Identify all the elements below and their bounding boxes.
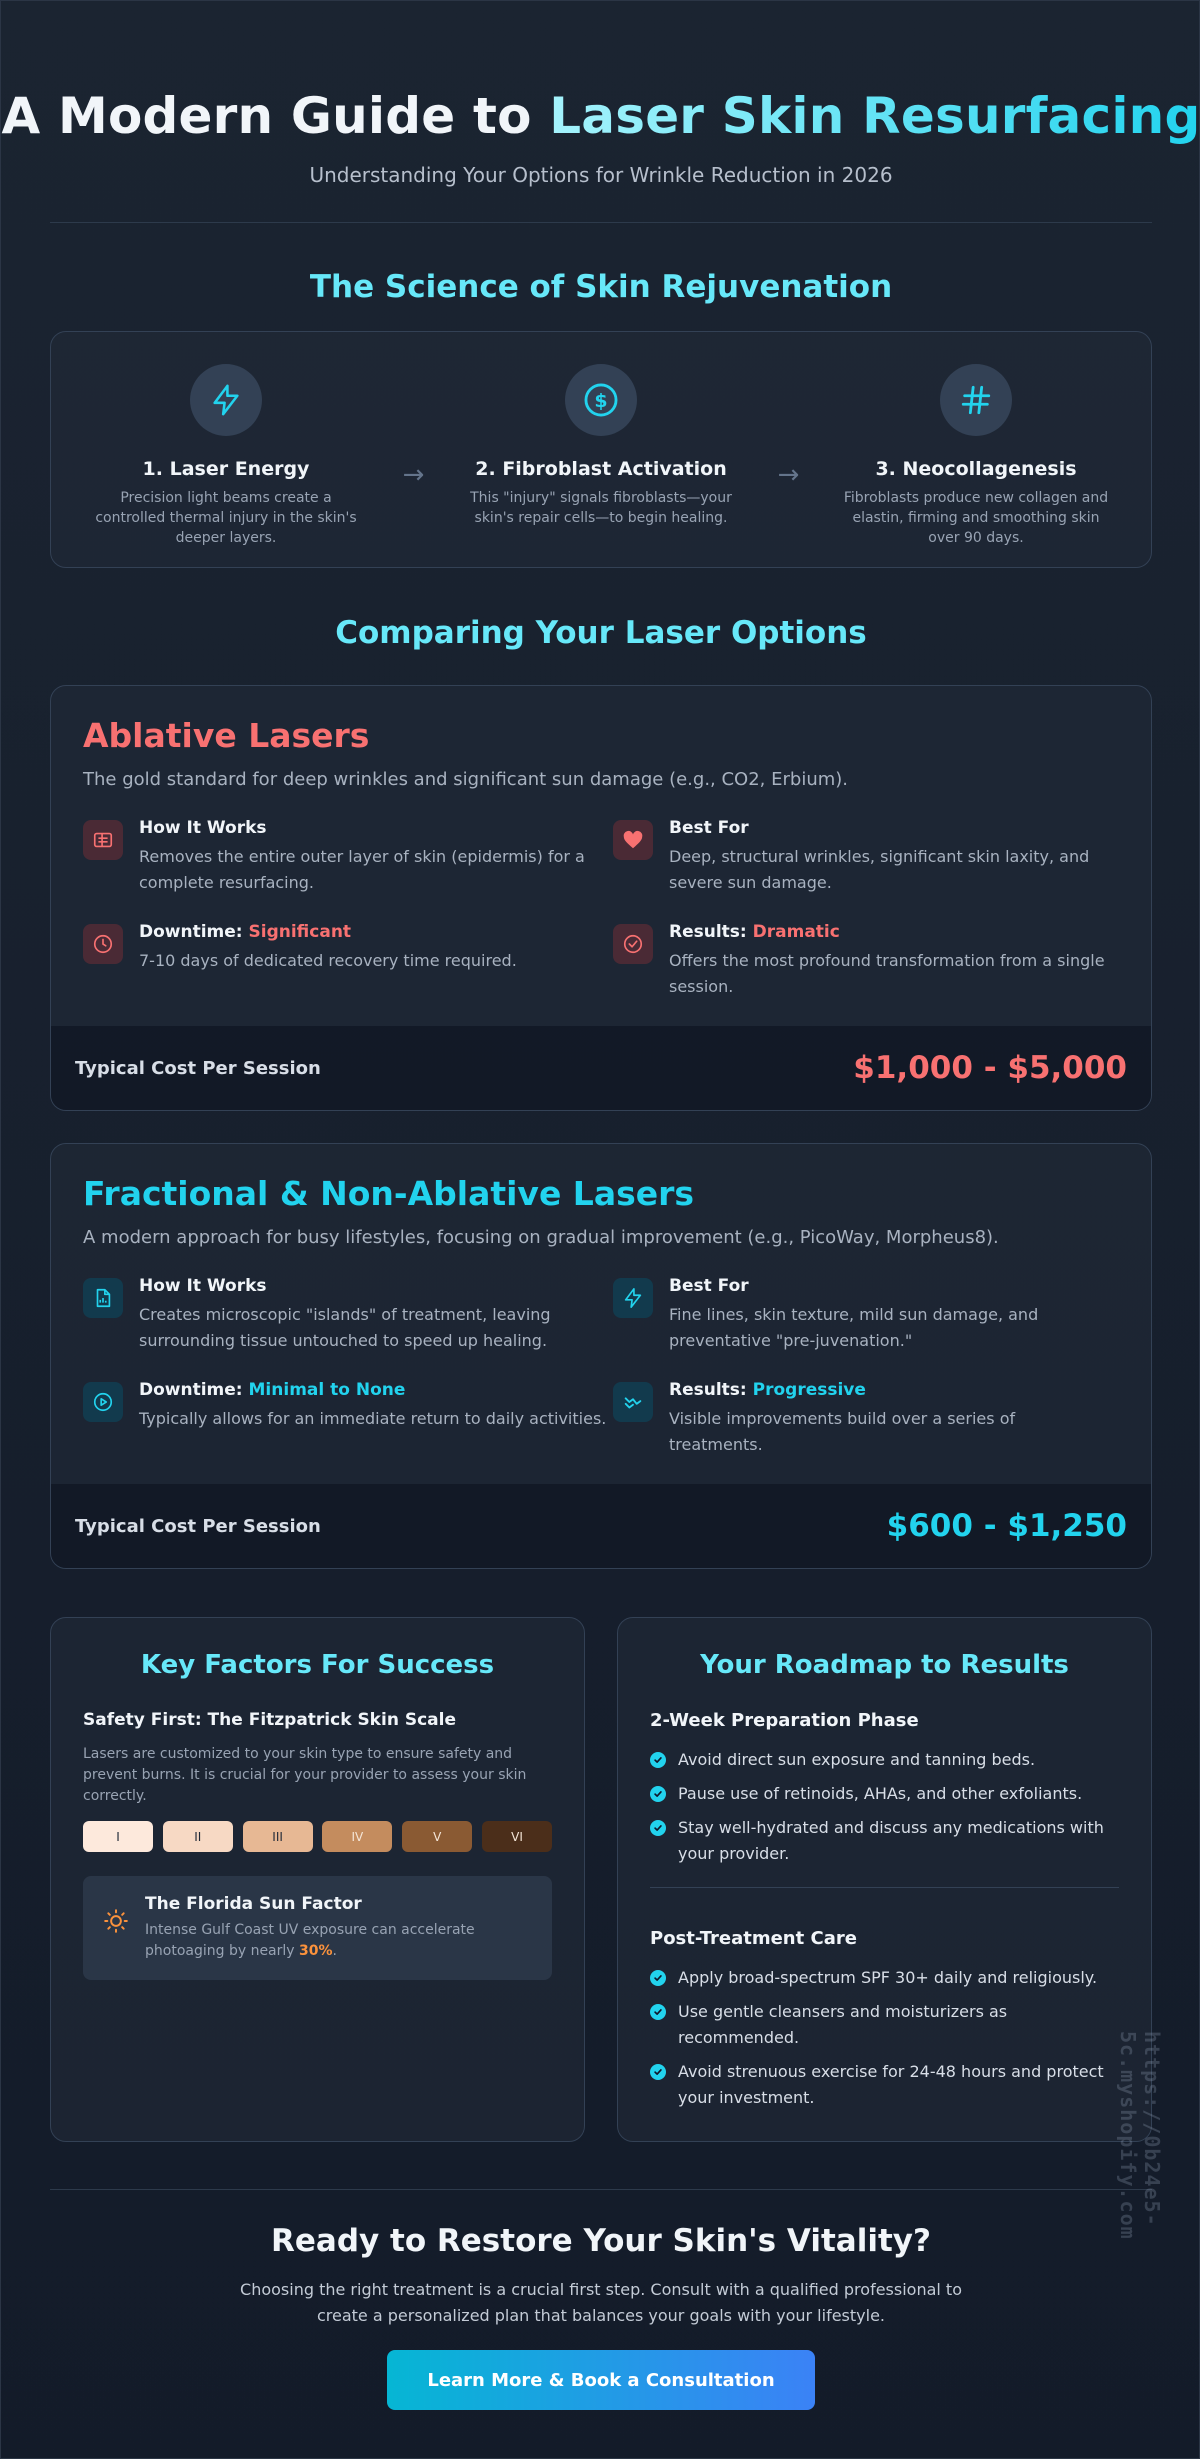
hash-icon xyxy=(940,364,1012,436)
science-section-title: The Science of Skin Rejuvenation xyxy=(309,269,893,305)
cost-label: Typical Cost Per Session xyxy=(75,1057,321,1079)
feature-desc: Removes the entire outer layer of skin (epidermis) for a complete resurfacing. xyxy=(139,847,585,892)
page-subtitle: Understanding Your Options for Wrinkle Reduction in 2026 xyxy=(309,163,893,187)
step-title: 1. Laser Energy xyxy=(142,458,310,480)
sun-factor-box xyxy=(83,1876,552,1980)
feature-desc: Deep, structural wrinkles, significant skin laxity, and severe sun damage. xyxy=(669,847,1090,892)
cost-value: $1,000 - $5,000 xyxy=(853,1050,1127,1086)
check-icon xyxy=(650,1820,666,1836)
downtime-value: Minimal to None xyxy=(248,1380,406,1400)
sun-text-before: Intense Gulf Coast UV exposure can accelerate photoaging by nearly xyxy=(145,1922,475,1959)
fractional-intro: A modern approach for busy lifestyles, focusing on gradual improvement (e.g., PicoWay, Morpheus8). xyxy=(83,1227,999,1248)
fractional-downtime xyxy=(83,1380,613,1458)
prep-title: 2-Week Preparation Phase xyxy=(650,1710,919,1731)
list-item-text: Use gentle cleansers and moisturizers as recommended. xyxy=(678,2002,1008,2047)
lightning-icon xyxy=(613,1278,653,1318)
feature-title: Best For xyxy=(669,818,749,838)
list-item xyxy=(650,1965,1119,1991)
downtime-label: Downtime: xyxy=(139,922,249,942)
sun-text-after: . xyxy=(332,1943,337,1959)
science-step-1 xyxy=(91,364,361,548)
sun-factor-title: The Florida Sun Factor xyxy=(145,1894,362,1914)
svg-text:$: $ xyxy=(594,390,608,413)
list-item xyxy=(650,1781,1119,1807)
check-circle-icon xyxy=(613,924,653,964)
list-item-text: Stay well-hydrated and discuss any medications with your provider. xyxy=(678,1818,1104,1863)
fitzpatrick-scale xyxy=(83,1821,552,1852)
book-consultation-button[interactable]: Learn More & Book a Consultation xyxy=(387,2350,815,2410)
list-item-text: Apply broad-spectrum SPF 30+ daily and religiously. xyxy=(678,1968,1098,1987)
feature-title: How It Works xyxy=(139,818,267,838)
feature-title: Best For xyxy=(669,1276,749,1296)
cost-label: Typical Cost Per Session xyxy=(75,1515,321,1537)
list-item xyxy=(650,1747,1119,1773)
ablative-best-for xyxy=(613,818,1113,896)
title-part-2: Laser Skin Resurfacing xyxy=(549,87,1200,145)
feature-title xyxy=(139,1380,606,1400)
ablative-title: Ablative Lasers xyxy=(83,716,370,755)
progress-icon xyxy=(613,1382,653,1422)
sun-icon xyxy=(103,1908,129,1938)
heart-icon xyxy=(613,820,653,860)
header-divider xyxy=(50,222,1152,223)
feature-desc: 7-10 days of dedicated recovery time required. xyxy=(139,951,517,970)
downtime-label: Downtime: xyxy=(139,1380,249,1400)
sun-factor-text xyxy=(145,1920,532,1962)
roadmap-panel xyxy=(617,1617,1152,2142)
safety-title: Safety First: The Fitzpatrick Skin Scale xyxy=(83,1710,456,1730)
science-step-3 xyxy=(841,364,1111,548)
list-item xyxy=(650,1999,1119,2051)
ablative-how-it-works xyxy=(83,818,613,896)
feature-title: How It Works xyxy=(139,1276,267,1296)
list-item xyxy=(650,2059,1119,2111)
fractional-how-it-works xyxy=(83,1276,613,1354)
title-part-1: A Modern Guide to xyxy=(1,87,550,145)
results-label: Results: xyxy=(669,922,753,942)
fractional-cost-bar xyxy=(51,1484,1151,1568)
ablative-results xyxy=(613,922,1113,1000)
list-item xyxy=(650,1815,1119,1867)
feature-desc: Typically allows for an immediate return to daily activities. xyxy=(139,1409,607,1428)
post-list xyxy=(650,1965,1119,2111)
check-icon xyxy=(650,2004,666,2020)
roadmap-title: Your Roadmap to Results xyxy=(700,1650,1069,1680)
check-icon xyxy=(650,1752,666,1768)
step-desc: Precision light beams create a controlled thermal injury in the skin's deeper layers. xyxy=(95,490,357,546)
fractional-title: Fractional & Non-Ablative Lasers xyxy=(83,1174,695,1213)
results-value: Dramatic xyxy=(752,922,840,942)
step-title: 2. Fibroblast Activation xyxy=(475,458,727,480)
fractional-card xyxy=(50,1143,1152,1569)
key-factors-panel xyxy=(50,1617,585,2142)
ablative-intro: The gold standard for deep wrinkles and significant sun damage (e.g., CO2, Erbium). xyxy=(83,769,849,790)
arrow-right-icon: → xyxy=(777,460,800,490)
ablative-cost-bar xyxy=(51,1026,1151,1110)
step-title: 3. Neocollagenesis xyxy=(875,458,1077,480)
cost-value: $600 - $1,250 xyxy=(886,1508,1127,1544)
fractional-results xyxy=(613,1380,1113,1458)
clock-icon xyxy=(83,924,123,964)
cta-title: Ready to Restore Your Skin's Vitality? xyxy=(271,2223,931,2259)
list-item-text: Pause use of retinoids, AHAs, and other exfoliants. xyxy=(678,1784,1083,1803)
feature-title xyxy=(139,922,517,942)
step-desc: This "injury" signals fibroblasts—your skin's repair cells—to begin healing. xyxy=(470,490,732,526)
skin-type-4: IV xyxy=(322,1821,392,1852)
science-step-2 xyxy=(466,364,736,528)
document-icon xyxy=(83,1278,123,1318)
cta-text: Choosing the right treatment is a crucial first step. Consult with a qualified professional to create a personalized plan that balances your goals with your lifestyle. xyxy=(240,2280,962,2325)
results-label: Results: xyxy=(669,1380,753,1400)
list-item-text: Avoid strenuous exercise for 24-48 hours and protect your investment. xyxy=(678,2062,1104,2107)
lightning-icon xyxy=(190,364,262,436)
prep-list xyxy=(650,1747,1119,1867)
step-desc: Fibroblasts produce new collagen and elastin, firming and smoothing skin over 90 days. xyxy=(843,490,1109,546)
sun-highlight: 30% xyxy=(299,1943,333,1959)
skin-type-3: III xyxy=(243,1821,313,1852)
dollar-circle-icon xyxy=(565,364,637,436)
comparison-section-title: Comparing Your Laser Options xyxy=(335,615,867,651)
check-icon xyxy=(650,1786,666,1802)
check-icon xyxy=(650,2064,666,2080)
play-circle-icon xyxy=(83,1382,123,1422)
fractional-best-for xyxy=(613,1276,1113,1354)
skin-type-1: I xyxy=(83,1821,153,1852)
ablative-downtime xyxy=(83,922,613,1000)
feature-title xyxy=(669,1380,1113,1400)
feature-title xyxy=(669,922,1113,942)
cta-divider xyxy=(50,2189,1152,2190)
list-icon xyxy=(83,820,123,860)
feature-desc: Fine lines, skin texture, mild sun damage, and preventative "pre-juvenation." xyxy=(669,1305,1039,1350)
science-card xyxy=(50,331,1152,568)
ablative-card xyxy=(50,685,1152,1111)
post-title: Post-Treatment Care xyxy=(650,1928,857,1949)
safety-text: Lasers are customized to your skin type to ensure safety and prevent burns. It is crucial for your provider to assess your skin correctly. xyxy=(83,1746,527,1804)
skin-type-5: V xyxy=(402,1821,472,1852)
results-value: Progressive xyxy=(752,1380,866,1400)
arrow-right-icon: → xyxy=(402,460,425,490)
feature-desc: Offers the most profound transformation from a single session. xyxy=(669,951,1105,996)
skin-type-6: VI xyxy=(482,1821,552,1852)
watermark: https://0b24e5-5c.myshopify.com xyxy=(1116,2031,1164,2240)
roadmap-divider xyxy=(650,1887,1119,1888)
downtime-value: Significant xyxy=(248,922,352,942)
check-icon xyxy=(650,1970,666,1986)
key-factors-title: Key Factors For Success xyxy=(140,1650,495,1680)
list-item-text: Avoid direct sun exposure and tanning beds. xyxy=(678,1750,1036,1769)
feature-desc: Visible improvements build over a series of treatments. xyxy=(669,1409,1016,1454)
page-title xyxy=(1,87,1200,145)
skin-type-2: II xyxy=(163,1821,233,1852)
feature-desc: Creates microscopic "islands" of treatment, leaving surrounding tissue untouched to speed up healing. xyxy=(139,1305,551,1350)
